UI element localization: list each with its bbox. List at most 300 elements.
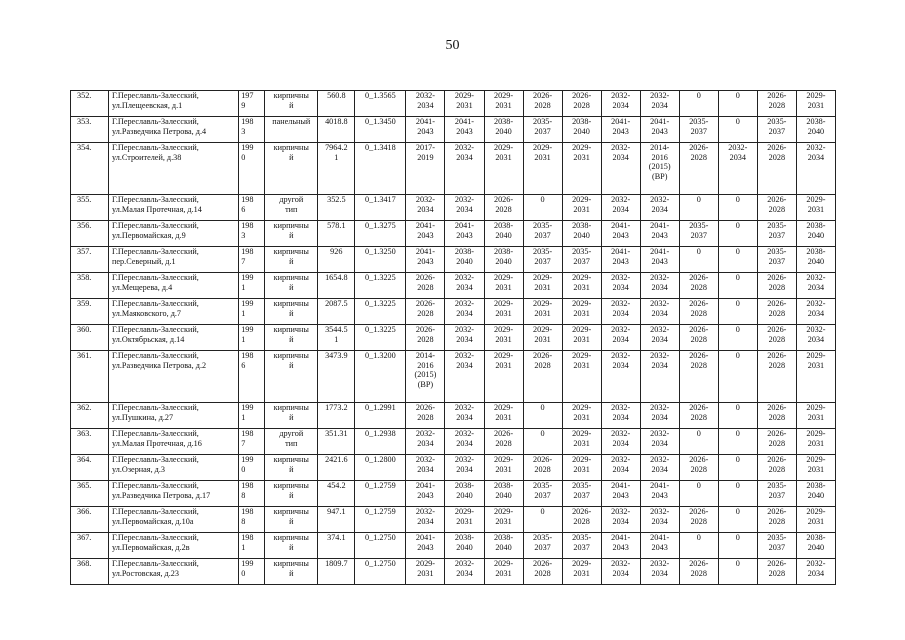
address-cell-line: Г.Переславль-Залесский, [112,533,199,542]
schedule-period-cell-line: 2035- [533,117,553,126]
address-cell [109,429,239,455]
address-cell-line: ул.Ростовская, д.23 [112,568,179,578]
schedule-period-cell-line: 2043 [612,230,629,240]
schedule-period-cell [445,195,484,221]
schedule-period-cell-line: 2035- [767,221,787,230]
schedule-period-cell-line: 2031 [495,360,512,370]
table-row [71,299,836,325]
wall-material-cell-line: й [289,542,294,552]
schedule-period-cell-line: 2026- [767,299,787,308]
schedule-period-cell-line: 2028 [417,334,434,344]
schedule-period-cell-line: 2029- [493,299,514,308]
year-built-cell-line: 199 [241,143,254,152]
schedule-period-cell-line: 2032- [454,455,475,464]
row-number: 355. [71,195,109,221]
schedule-period-cell-line: 2040 [807,542,825,552]
schedule-period-cell-line: 2026- [689,299,709,308]
schedule-period-cell-line: 2040 [495,126,512,136]
schedule-period-cell-line: 2038- [806,117,826,126]
schedule-period-cell [406,481,445,507]
schedule-period-cell-line: 2037 [768,256,786,266]
schedule-period-cell-line: 2026- [767,507,787,516]
schedule-period-cell [445,533,484,559]
schedule-period-cell-line: 2043 [612,256,629,266]
schedule-period-cell [562,221,601,247]
schedule-period-cell-line: 2031 [573,438,590,448]
schedule-period-cell [796,325,835,351]
schedule-period-cell-line: 2032- [806,143,826,152]
schedule-period-cell-line: 2034 [456,152,473,162]
schedule-period-cell [757,299,796,325]
schedule-period-cell [640,507,679,533]
schedule-period-cell [640,195,679,221]
schedule-period-cell [445,221,484,247]
address-cell [109,351,239,403]
schedule-period-cell-line: 2032- [611,507,631,516]
schedule-period-cell [601,247,640,273]
schedule-period-cell-line: 2014- [415,351,435,360]
schedule-period-cell-line: 2031 [534,282,551,292]
schedule-period-cell-line: 2028 [768,516,786,526]
schedule-period-cell-line: 2029- [533,325,553,334]
schedule-period-cell-line: 2034 [651,516,668,526]
schedule-period-cell [757,117,796,143]
schedule-period-cell [523,403,562,429]
schedule-period-cell [640,429,679,455]
schedule-period-cell [445,481,484,507]
schedule-period-cell [757,351,796,403]
schedule-period-cell-line: 2029- [572,299,592,308]
address-cell-line: пер.Северный, д.1 [112,256,176,266]
wall-material-cell-line: кирпичны [273,221,309,230]
schedule-period-cell-line: 2026- [767,325,787,334]
schedule-period-cell-line: 2019 [417,152,434,162]
schedule-period-cell-line: 0 [540,429,545,438]
schedule-period-cell-line: 2031 [495,334,512,344]
schedule-period-cell-line: 2041- [611,221,631,230]
schedule-period-cell-line: 2031 [807,204,825,214]
wall-material-cell-line: кирпичны [273,273,309,282]
schedule-period-cell-line: 2043 [417,230,434,240]
schedule-period-cell [562,247,601,273]
schedule-period-cell-line: 2034 [651,360,668,370]
schedule-period-cell-line: 2038- [572,117,592,126]
schedule-period-cell-line: 2043 [612,490,629,500]
schedule-period-cell-line: 2041- [415,247,435,256]
schedule-period-cell [640,351,679,403]
year-built-cell-line: 199 [241,299,254,308]
schedule-period-cell [757,507,796,533]
area-cell [318,91,355,117]
schedule-period-cell-line: 2034 [807,334,825,344]
schedule-period-cell-line: 2032- [650,351,670,360]
area-cell [318,247,355,273]
schedule-period-cell-line: 2034 [456,464,473,474]
schedule-period-cell-line: 2040 [495,230,512,240]
schedule-period-cell [562,533,601,559]
schedule-period-cell [601,351,640,403]
schedule-period-cell [601,273,640,299]
year-built-cell [239,117,265,143]
schedule-period-cell [562,91,601,117]
schedule-period-cell [757,533,796,559]
schedule-period-cell [679,221,718,247]
schedule-period-cell-line: 2032- [650,299,670,308]
area-cell [318,325,355,351]
schedule-period-cell-line: 2028 [690,568,707,578]
area-cell-line: 578.1 [327,221,346,230]
schedule-period-cell-line: 2028 [534,568,551,578]
row-number: 364. [71,455,109,481]
schedule-period-cell-line: 2026- [767,455,787,464]
schedule-period-cell [757,91,796,117]
schedule-period-cell-line: 2028 [417,308,434,318]
address-cell-line: ул.Разведчика Петрова, д.4 [112,126,207,136]
address-cell-line: ул.Октябрьская, д.14 [112,334,185,344]
schedule-period-cell-line: 2026- [415,299,435,308]
schedule-period-cell-line: 2041- [650,117,670,126]
schedule-period-cell-line: 2028 [690,152,707,162]
year-built-cell-line: 1 [241,412,246,422]
schedule-period-cell-line: 2031 [573,412,590,422]
address-cell-line: ул.Разведчика Петрова, д.2 [112,360,207,370]
wall-material-cell-line: й [289,360,294,370]
schedule-period-cell-line: 0 [735,247,740,256]
wall-material-cell [265,559,318,585]
wall-material-cell [265,299,318,325]
schedule-period-cell-line: 2031 [807,464,825,474]
address-cell [109,247,239,273]
table-row [71,325,836,351]
schedule-period-cell [523,273,562,299]
wall-material-cell [265,273,318,299]
schedule-period-cell [601,221,640,247]
wall-material-cell-line: й [289,334,294,344]
schedule-period-cell-line: 2026- [493,429,514,438]
year-built-cell-line: 9 [241,100,246,110]
schedule-period-cell-line: 2034 [417,100,434,110]
schedule-period-cell-line: (2015) [414,370,437,380]
wall-material-cell-line: панельный [272,117,311,126]
schedule-period-cell-line: 2038- [493,481,514,490]
schedule-period-cell-line: 2029- [806,455,826,464]
schedule-period-cell-line: 2035- [533,533,553,542]
schedule-period-cell [484,507,523,533]
schedule-period-cell-line: 2032- [650,91,670,100]
schedule-period-cell-line: 2032- [806,559,826,568]
schedule-period-cell-line: 2032- [454,143,475,152]
schedule-period-cell-line: 2040 [807,230,825,240]
schedule-period-cell-line: 2034 [456,282,473,292]
year-built-cell [239,533,265,559]
schedule-period-cell-line: 2029- [806,403,826,412]
schedule-period-cell-line: 2026- [689,455,709,464]
area-cell [318,195,355,221]
schedule-period-cell-line: 2029- [806,195,826,204]
schedule-period-cell [796,195,835,221]
schedule-period-cell [640,299,679,325]
area-cell-line: 1 [334,152,339,162]
schedule-period-cell-line: 2032- [650,559,670,568]
schedule-period-cell-line: 2034 [612,516,629,526]
schedule-period-cell-line: 2028 [768,100,786,110]
schedule-period-cell [562,325,601,351]
schedule-period-cell-line: 0 [696,429,701,438]
schedule-period-cell-line: 2040 [807,490,825,500]
area-cell-line: 947.1 [327,507,346,516]
table-row [71,221,836,247]
schedule-period-cell-line: 2016 [417,360,434,370]
schedule-period-cell-line: 2028 [690,334,707,344]
schedule-period-cell-line: 2034 [612,412,629,422]
schedule-period-cell-line: 2035- [572,481,592,490]
schedule-period-cell [484,117,523,143]
schedule-period-cell-line: 2035- [767,533,787,542]
schedule-period-cell-line: 2035- [689,117,709,126]
schedule-period-cell [406,429,445,455]
schedule-period-cell-line: 2029- [493,507,514,516]
schedule-period-cell-line: 2034 [456,308,473,318]
schedule-period-cell-line: 2026- [572,507,592,516]
schedule-period-cell-line: 2035- [767,247,787,256]
schedule-period-cell [718,455,757,481]
year-built-cell [239,247,265,273]
schedule-period-cell [796,455,835,481]
schedule-period-cell-line: 2034 [456,204,473,214]
row-number: 353. [71,117,109,143]
schedule-period-cell-line: 0 [735,299,740,308]
table-row [71,533,836,559]
row-number: 356. [71,221,109,247]
schedule-period-cell-line: 2034 [651,412,668,422]
schedule-period-cell-line: 0 [696,195,701,204]
schedule-period-cell-line: 2037 [534,126,551,136]
row-number: 352. [71,91,109,117]
wall-material-cell-line: кирпичны [273,299,309,308]
schedule-period-cell [562,273,601,299]
schedule-period-cell-line: 2031 [573,152,590,162]
schedule-period-cell-line: 2029- [572,351,592,360]
schedule-period-cell [796,351,835,403]
year-built-cell [239,91,265,117]
schedule-period-cell-line: 2041- [650,481,670,490]
schedule-period-cell [406,221,445,247]
schedule-period-cell-line: 2041- [454,221,475,230]
schedule-period-cell-line: 2029- [493,273,514,282]
schedule-period-cell [562,299,601,325]
schedule-period-cell [796,533,835,559]
schedule-period-cell-line: 2034 [651,282,668,292]
schedule-period-cell-line: 2034 [417,464,434,474]
schedule-period-cell-line: 2014- [650,143,670,152]
schedule-period-cell [601,481,640,507]
area-cell-line: 454.2 [327,481,346,490]
schedule-period-cell-line: 2041- [611,533,631,542]
schedule-period-cell-line: 2026- [689,273,709,282]
year-built-cell-line: 1 [241,308,246,318]
schedule-period-cell [718,273,757,299]
index-code-cell: 0_1.3200 [355,351,406,403]
year-built-cell-line: 6 [241,360,246,370]
schedule-period-cell-line: 2035- [533,247,553,256]
year-built-cell [239,559,265,585]
year-built-cell-line: 197 [241,91,254,100]
schedule-period-cell-line: 2034 [651,204,668,214]
year-built-cell-line: 0 [241,464,246,474]
schedule-period-cell [406,325,445,351]
address-cell-line: ул.Первомайская, д.2в [112,542,190,552]
schedule-period-cell [601,455,640,481]
year-built-cell [239,455,265,481]
schedule-period-cell-line: 2035- [572,247,592,256]
schedule-period-cell-line: 0 [696,247,701,256]
schedule-period-cell-line: 2026- [533,91,553,100]
schedule-period-cell [718,299,757,325]
schedule-period-cell [406,143,445,195]
schedule-period-cell-line: 2031 [573,334,590,344]
schedule-period-cell-line: 2031 [573,568,590,578]
schedule-period-cell [679,91,718,117]
address-cell-line: ул.Плещеевская, д.1 [112,100,183,110]
schedule-period-cell-line: 2043 [456,126,473,136]
area-cell-line: 4018.8 [325,117,348,126]
schedule-period-cell-line: 2037 [534,490,551,500]
schedule-period-cell [640,533,679,559]
schedule-period-cell [523,91,562,117]
schedule-period-cell-line: 2040 [456,542,473,552]
year-built-cell [239,273,265,299]
schedule-period-cell-line: 2038- [806,247,826,256]
schedule-period-cell-line: 2037 [534,542,551,552]
schedule-period-cell-line: 2032- [611,273,631,282]
table-row [71,247,836,273]
index-code-cell: 0_1.2938 [355,429,406,455]
schedule-period-cell-line: 0 [735,195,740,204]
schedule-period-cell-line: 2026- [572,91,592,100]
schedule-period-cell-line: 2028 [417,282,434,292]
schedule-period-cell-line: 2037 [690,230,707,240]
schedule-period-cell [640,403,679,429]
wall-material-cell [265,117,318,143]
schedule-period-cell [796,507,835,533]
area-cell-line: 1809.7 [325,559,348,568]
schedule-period-cell [796,429,835,455]
schedule-period-cell-line: 2041- [650,221,670,230]
schedule-period-cell-line: 2034 [612,152,629,162]
schedule-period-cell-line: 2040 [456,256,473,266]
schedule-period-cell-line: 2043 [417,126,434,136]
schedule-period-cell [562,559,601,585]
schedule-period-cell-line: 2032- [454,351,475,360]
address-cell [109,91,239,117]
schedule-period-cell-line: 2026- [689,143,709,152]
schedule-period-cell [718,351,757,403]
address-cell-line: ул.Строителей, д.38 [112,152,182,162]
schedule-period-cell [484,481,523,507]
schedule-period-cell [679,351,718,403]
schedule-period-cell [601,325,640,351]
schedule-period-cell-line: 2034 [612,308,629,318]
wall-material-cell-line: й [289,282,294,292]
year-built-cell [239,299,265,325]
schedule-period-cell-line: 2043 [651,490,668,500]
schedule-period-cell [445,273,484,299]
schedule-period-cell-line: 2043 [651,256,668,266]
schedule-period-cell [718,143,757,195]
schedule-period-cell-line: 2029- [572,559,592,568]
year-built-cell-line: 3 [241,126,246,136]
schedule-period-cell-line: 2026- [767,195,787,204]
wall-material-cell [265,91,318,117]
year-built-cell-line: 0 [241,152,246,162]
schedule-period-cell [601,143,640,195]
address-cell [109,507,239,533]
schedule-period-cell [718,403,757,429]
schedule-period-cell [484,143,523,195]
schedule-period-cell-line: 2041- [415,481,435,490]
schedule-period-cell-line: 2041- [611,247,631,256]
schedule-period-cell [484,91,523,117]
schedule-period-cell-line: 2031 [534,308,551,318]
schedule-period-cell-line: 2029- [493,325,514,334]
schedule-period-cell-line: 2031 [573,204,590,214]
schedule-period-cell-line: 2029- [533,299,553,308]
schedule-period-cell-line: 2028 [573,516,590,526]
schedule-period-cell [796,117,835,143]
year-built-cell-line: 1 [241,542,246,552]
schedule-period-cell [484,247,523,273]
schedule-period-cell [523,481,562,507]
schedule-period-cell-line: 2032- [650,403,670,412]
wall-material-cell-line: й [289,516,294,526]
wall-material-cell-line: кирпичны [273,351,309,360]
schedule-period-cell-line: 2028 [690,464,707,474]
address-cell-line: Г.Переславль-Залесский, [112,299,199,308]
schedule-period-cell [718,507,757,533]
schedule-period-cell-line: 2031 [573,360,590,370]
schedule-period-cell-line: 2034 [456,438,473,448]
schedule-period-cell [679,559,718,585]
table-row [71,429,836,455]
schedule-period-cell-line: 2028 [495,204,512,214]
schedule-period-cell [640,559,679,585]
schedule-period-cell [679,325,718,351]
index-code-cell: 0_1.3418 [355,143,406,195]
schedule-period-cell-line: 0 [735,221,740,230]
schedule-period-cell-line: 2029- [533,273,553,282]
area-cell [318,507,355,533]
year-built-cell-line: 8 [241,516,246,526]
table-row [71,559,836,585]
schedule-period-cell [796,273,835,299]
schedule-period-cell-line: 2031 [495,412,512,422]
schedule-period-cell-line: 2028 [768,464,786,474]
schedule-period-cell-line: 2028 [690,308,707,318]
schedule-period-cell-line: 2032- [650,429,670,438]
schedule-period-cell-line: (ВР) [417,379,434,389]
schedule-period-cell [445,403,484,429]
schedule-period-cell [484,351,523,403]
schedule-period-cell [406,299,445,325]
schedule-period-cell-line: 2040 [456,490,473,500]
wall-material-cell [265,455,318,481]
schedule-period-cell-line: 2017- [415,143,435,152]
schedule-period-cell-line: 2031 [456,516,473,526]
address-cell [109,403,239,429]
row-number: 360. [71,325,109,351]
row-number: 358. [71,273,109,299]
area-cell-line: 560.8 [327,91,346,100]
